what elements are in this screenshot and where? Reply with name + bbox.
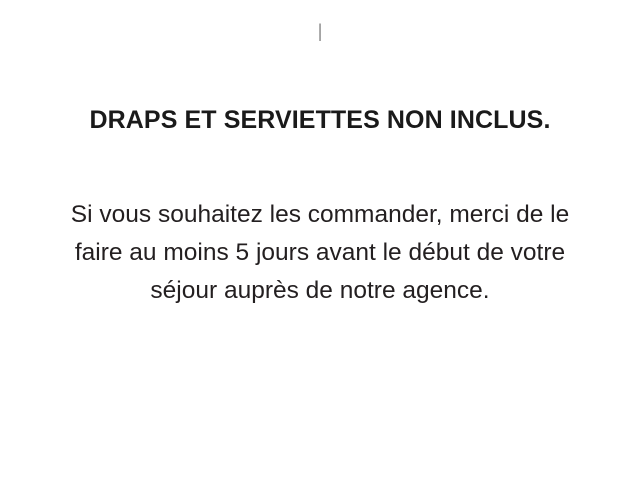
body-line: Si vous souhaitez les commander, merci de le	[70, 201, 570, 228]
body-paragraph	[20, 196, 620, 310]
text-cursor-row	[0, 22, 640, 46]
body-line: séjour auprès de notre agence.	[150, 277, 490, 304]
body-line: faire au moins 5 jours avant le début de votre	[74, 239, 566, 266]
text-cursor-icon[interactable]: |	[318, 21, 322, 42]
page-title: DRAPS ET SERVIETTES NON INCLUS.	[89, 106, 551, 134]
